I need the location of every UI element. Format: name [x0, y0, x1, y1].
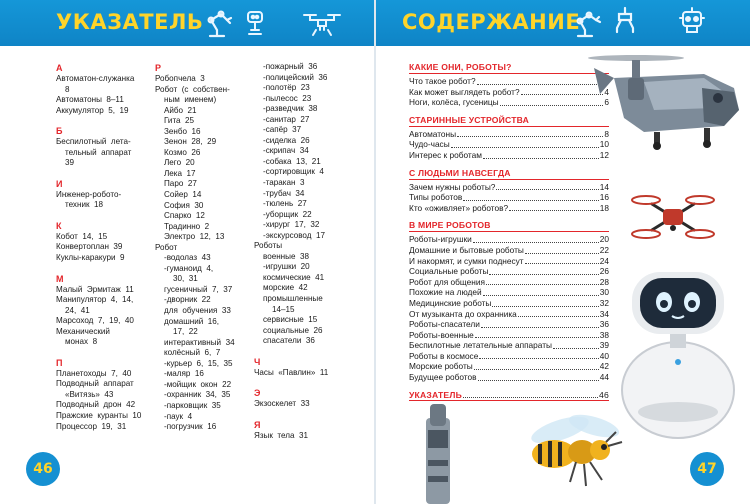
toc-entry[interactable]	[409, 361, 609, 372]
index-entry: Пражские куранты 10	[56, 411, 142, 421]
section-rule	[409, 179, 609, 180]
toc-entry-title: Интерес к роботам	[409, 149, 482, 160]
index-entry: -трубач 34	[254, 188, 305, 198]
toc-entry[interactable]	[409, 97, 609, 108]
index-letter-heading: Я	[254, 419, 261, 430]
index-entry: Гита 25	[155, 116, 195, 126]
index-spacer	[56, 264, 148, 273]
index-spacer	[254, 410, 354, 419]
index-entry: -уборщик 22	[254, 209, 312, 219]
index-spacer	[56, 211, 148, 220]
page-number-left: 46	[26, 452, 60, 486]
toc-entry-title: Автоматоны	[409, 128, 457, 139]
index-entry: 39	[56, 158, 74, 168]
index-entry: Робопчела 3	[155, 74, 205, 83]
toc-entry-title: Похожие на людей	[409, 287, 482, 298]
robot-arm-icon	[204, 6, 234, 38]
toc-page-number: 24	[599, 255, 609, 266]
toc-entry[interactable]	[409, 87, 609, 98]
dot-leader	[457, 136, 603, 137]
toc-entry-title: И накормят, и сумки поднесут	[409, 255, 524, 266]
toc-page-number: 36	[599, 319, 609, 330]
toc-entry-title: Чудо-часы	[409, 139, 450, 150]
index-entry: Аккумулятор 5, 19	[56, 105, 129, 115]
page-number-right: 47	[690, 452, 724, 486]
robotic-bee-image	[520, 412, 630, 492]
index-entry: Куклы-каракури 9	[56, 253, 125, 263]
toc-page-number: 38	[599, 329, 609, 340]
toc-entry-title: От музыканта до охранника	[409, 308, 517, 319]
dot-leader	[486, 284, 599, 285]
index-entry: -тюлень 27	[254, 199, 307, 209]
index-entry: -скрипач 34	[254, 146, 309, 156]
index-entry: -паук 4	[155, 411, 193, 421]
toc-entry-title: Беспилотные летательные аппараты	[409, 340, 552, 351]
toc-entry[interactable]	[409, 309, 609, 320]
index-entry: -сортировщик 4	[254, 167, 324, 177]
index-entry: тельный аппарат	[56, 147, 132, 157]
toc-entry[interactable]	[409, 266, 609, 277]
toc-entry[interactable]	[409, 298, 609, 309]
toc-entry-title: Робот для общения	[409, 276, 485, 287]
toc-spacer	[409, 108, 609, 115]
index-entry: техник 18	[56, 200, 104, 210]
index-entry: -собака 13, 21	[254, 156, 321, 166]
toc-entry[interactable]	[409, 256, 609, 267]
index-entry: Механический	[56, 326, 110, 336]
toc-spacer	[409, 161, 609, 168]
toc-page-number: 18	[599, 202, 609, 213]
toc-section-heading: КАКИЕ ОНИ, РОБОТЫ?	[409, 62, 512, 72]
robot-head-icon	[677, 6, 707, 38]
index-entry: Автоматоны 8–11	[56, 95, 124, 105]
index-entry: -игрушки 20	[254, 262, 310, 272]
toc-spacer	[409, 213, 609, 220]
dot-leader	[553, 348, 599, 349]
index-entry: -дворник 22	[155, 295, 211, 305]
toc-section-heading: УКАЗАТЕЛЬ	[409, 389, 462, 400]
index-letter-heading: М	[56, 273, 64, 284]
index-letter-heading: Р	[155, 63, 162, 73]
index-entry: Инженер-робото-	[56, 189, 122, 199]
index-entry: космические 41	[254, 272, 325, 282]
index-letter-heading: Ч	[254, 356, 261, 367]
index-column-3	[254, 62, 354, 441]
toc-entry-title: Роботы-спасатели	[409, 319, 480, 330]
index-entry: -охранник 34, 35	[155, 390, 231, 400]
toc-entry-title: Роботы в космосе	[409, 350, 479, 361]
toc-entry[interactable]	[409, 182, 609, 193]
index-entry: 8	[56, 84, 70, 94]
dot-leader	[473, 242, 599, 243]
toc-page-number: 10	[599, 139, 609, 150]
index-entry: Экзоскелет 33	[254, 399, 310, 409]
dot-leader	[496, 189, 598, 190]
dot-leader	[463, 397, 598, 398]
toc-section-heading: В МИРЕ РОБОТОВ	[409, 220, 491, 231]
toc-entry[interactable]	[409, 330, 609, 341]
robotic-arm-image	[418, 404, 458, 504]
page-title-index: УКАЗАТЕЛЬ	[56, 10, 204, 34]
toc-page-number: 44	[599, 372, 609, 383]
toc-entry-title: Роботы-игрушки	[409, 234, 472, 245]
drone-icon	[302, 6, 342, 38]
toc-page-number: 30	[599, 287, 609, 298]
index-entry: Конвертоплан 39	[56, 242, 123, 252]
toc-entry[interactable]	[409, 372, 609, 383]
table-of-contents	[409, 62, 609, 403]
index-entry: 30, 31	[155, 274, 198, 284]
toc-page-number: 39	[599, 340, 609, 351]
index-entry: Подводный дрон 42	[56, 400, 136, 410]
index-letter-heading: П	[56, 357, 63, 368]
index-entry: -санитар 27	[254, 114, 310, 124]
dot-leader	[474, 369, 599, 370]
toc-spacer	[409, 383, 609, 390]
toc-page-number: 12	[599, 149, 609, 160]
index-entry: для обучения 33	[155, 306, 231, 316]
toc-entry[interactable]	[409, 340, 609, 351]
dot-leader	[518, 316, 599, 317]
index-entry: -разведчик 38	[254, 104, 318, 114]
page-gutter	[374, 0, 376, 504]
index-entry: -гуманоид 4,	[155, 263, 214, 273]
dot-leader	[509, 210, 599, 211]
toc-entry-title: Кто «оживляет» роботов?	[409, 202, 509, 213]
dot-leader	[525, 253, 599, 254]
toc-page-number: 14	[599, 181, 609, 192]
index-entry: Процессор 19, 31	[56, 421, 127, 431]
toc-entry[interactable]	[409, 277, 609, 288]
index-entry: -погрузчик 16	[155, 422, 217, 432]
toc-entry-title: Будущее роботов	[409, 372, 477, 383]
toc-entry[interactable]	[409, 76, 609, 87]
index-entry: Лека 17	[155, 168, 196, 178]
index-entry: военные 38	[254, 251, 309, 261]
toc-entry[interactable]	[409, 245, 609, 256]
surveillance-robot-icon	[240, 6, 270, 38]
dot-leader	[478, 380, 599, 381]
index-entry: домашний 16,	[155, 316, 220, 326]
toc-page-number: 42	[599, 361, 609, 372]
index-entry: Айбо 21	[155, 105, 197, 115]
index-entry: -сапёр 37	[254, 125, 302, 135]
index-entry: Манипулятор 4, 14,	[56, 295, 134, 305]
tiltrotor-aircraft-image	[584, 48, 750, 166]
index-spacer	[254, 378, 354, 387]
index-spacer	[56, 116, 148, 125]
index-entry: промышленные	[254, 294, 323, 304]
index-column-2	[155, 62, 255, 433]
toc-page-number: 20	[599, 234, 609, 245]
toc-page-number: 6	[604, 97, 609, 108]
toc-entry-title: Морские роботы	[409, 361, 473, 372]
dot-leader	[483, 158, 599, 159]
index-entry: 14–15	[254, 304, 295, 314]
index-entry: Беспилотный лета-	[56, 137, 131, 147]
dot-leader	[489, 274, 598, 275]
toc-page-number: 4	[604, 86, 609, 97]
toc-section-link[interactable]	[409, 390, 609, 401]
index-entry: -хирург 17, 32	[254, 220, 320, 230]
index-entry: социальные 26	[254, 325, 323, 335]
toc-entry[interactable]	[409, 319, 609, 330]
toc-section-heading: С ЛЮДЬМИ НАВСЕГДА	[409, 167, 511, 178]
index-letter-heading: А	[56, 63, 63, 73]
index-entry: -сиделка 26	[254, 135, 310, 145]
index-spacer	[56, 348, 148, 357]
toc-entry[interactable]	[409, 351, 609, 362]
index-entry: морские 42	[254, 283, 308, 293]
index-column-1	[56, 62, 148, 432]
section-rule	[409, 126, 609, 127]
dot-leader	[479, 358, 598, 359]
quadcopter-drone-image	[630, 186, 716, 248]
zenbo-robot-image	[616, 262, 740, 440]
toc-page-number: 16	[599, 192, 609, 203]
index-entry: -пожарный 36	[254, 62, 318, 71]
toc-entry[interactable]	[409, 139, 609, 150]
index-entry: Кобот 14, 15	[56, 231, 108, 241]
index-letter-heading: Э	[254, 388, 261, 399]
index-entry: Автоматон-служанка	[56, 74, 135, 83]
index-entry: спасатели 36	[254, 336, 315, 346]
dot-leader	[475, 337, 599, 338]
index-entry: Электро 12, 13	[155, 232, 225, 242]
section-rule	[409, 400, 609, 401]
section-rule	[409, 231, 609, 232]
toc-entry-title: Социальные роботы	[409, 266, 489, 277]
index-entry: Традинно 2	[155, 221, 210, 231]
dot-leader	[463, 200, 599, 201]
section-rule	[409, 73, 609, 74]
index-entry: Планетоходы 7, 40	[56, 368, 132, 378]
index-spacer	[254, 347, 354, 356]
index-entry: Язык тела 31	[254, 430, 308, 440]
index-entry: Марсоход 7, 19, 40	[56, 316, 134, 326]
index-entry: София 30	[155, 200, 204, 210]
index-entry: 24, 41	[56, 305, 90, 315]
toc-entry-title: Роботы-военные	[409, 329, 474, 340]
toc-section-heading: СТАРИННЫЕ УСТРОЙСТВА	[409, 114, 530, 125]
index-entry: «Витязь» 43	[56, 389, 114, 399]
index-entry: Зенон 28, 29	[155, 137, 217, 147]
index-entry: -полотёр 23	[254, 83, 310, 93]
toc-page-number: 8	[604, 128, 609, 139]
index-entry: Робот (с собствен-	[155, 84, 230, 94]
toc-entry-title: Что такое робот?	[409, 76, 476, 86]
dot-leader	[492, 306, 598, 307]
toc-page-number: 32	[599, 297, 609, 308]
toc-entry[interactable]	[409, 192, 609, 203]
toc-entry-title: Типы роботов	[409, 192, 463, 203]
index-entry: -водолаз 43	[155, 253, 211, 263]
index-entry: Часы «Павлин» 11	[254, 367, 329, 377]
index-entry: -таракан 3	[254, 178, 305, 188]
toc-entry-title: Зачем нужны роботы?	[409, 181, 496, 192]
toc-entry-title: Домашние и бытовые роботы	[409, 244, 524, 255]
toc-entry[interactable]	[409, 203, 609, 214]
index-entry: Малый Эрмитаж 11	[56, 284, 134, 294]
toc-entry[interactable]	[409, 287, 609, 298]
index-entry: ным именем)	[155, 95, 217, 105]
toc-entry-title: Как может выглядеть робот?	[409, 86, 520, 97]
toc-entry[interactable]	[409, 234, 609, 245]
robot-arm-icon	[574, 6, 604, 38]
toc-page-number: 22	[599, 244, 609, 255]
index-entry: Роботы	[254, 241, 283, 251]
index-entry: -экскурсовод 17	[254, 230, 325, 240]
robot-arm-icon	[610, 6, 640, 38]
toc-entry[interactable]	[409, 129, 609, 140]
toc-page-number: 26	[599, 266, 609, 277]
index-entry: -полицейский 36	[254, 72, 328, 82]
index-entry: интерактивный 34	[155, 337, 235, 347]
index-entry: -пылесос 23	[254, 93, 312, 103]
dot-leader	[451, 147, 599, 148]
index-entry: Лего 20	[155, 158, 195, 168]
index-entry: Сойер 14	[155, 190, 202, 200]
index-entry: колёсный 6, 7	[155, 348, 221, 358]
index-entry: -парковщик 35	[155, 400, 221, 410]
index-entry: -маляр 16	[155, 369, 204, 379]
page-title-contents: СОДЕРЖАНИЕ	[402, 10, 581, 34]
index-entry: -мойщик окон 22	[155, 379, 232, 389]
index-entry: -курьер 6, 15, 35	[155, 358, 233, 368]
index-spacer	[56, 169, 148, 178]
index-entry: Спарко 12	[155, 211, 205, 221]
toc-page-number: 46	[599, 389, 609, 400]
toc-page-number: 40	[599, 350, 609, 361]
index-entry: Робот	[155, 242, 178, 252]
index-letter-heading: Б	[56, 126, 63, 137]
index-entry: 17, 22	[155, 327, 198, 337]
toc-page-number: 34	[599, 308, 609, 319]
index-letter-heading: И	[56, 178, 63, 189]
index-entry: монах 8	[56, 337, 98, 347]
index-letter-heading: К	[56, 220, 62, 231]
toc-entry-title: Медицинские роботы	[409, 297, 492, 308]
index-entry: гусеничный 7, 37	[155, 284, 233, 294]
toc-entry[interactable]	[409, 150, 609, 161]
dot-leader	[483, 295, 599, 296]
index-entry: Зенбо 16	[155, 126, 201, 136]
dot-leader	[481, 327, 599, 328]
index-entry: Козмо 26	[155, 147, 201, 157]
toc-entry-title: Ноги, колёса, гусеницы	[409, 97, 499, 108]
index-entry: Подводный аппарат	[56, 379, 134, 389]
index-entry: Паро 27	[155, 179, 197, 189]
toc-page-number: 28	[599, 276, 609, 287]
dot-leader	[525, 263, 599, 264]
index-entry: сервисные 15	[254, 315, 318, 325]
